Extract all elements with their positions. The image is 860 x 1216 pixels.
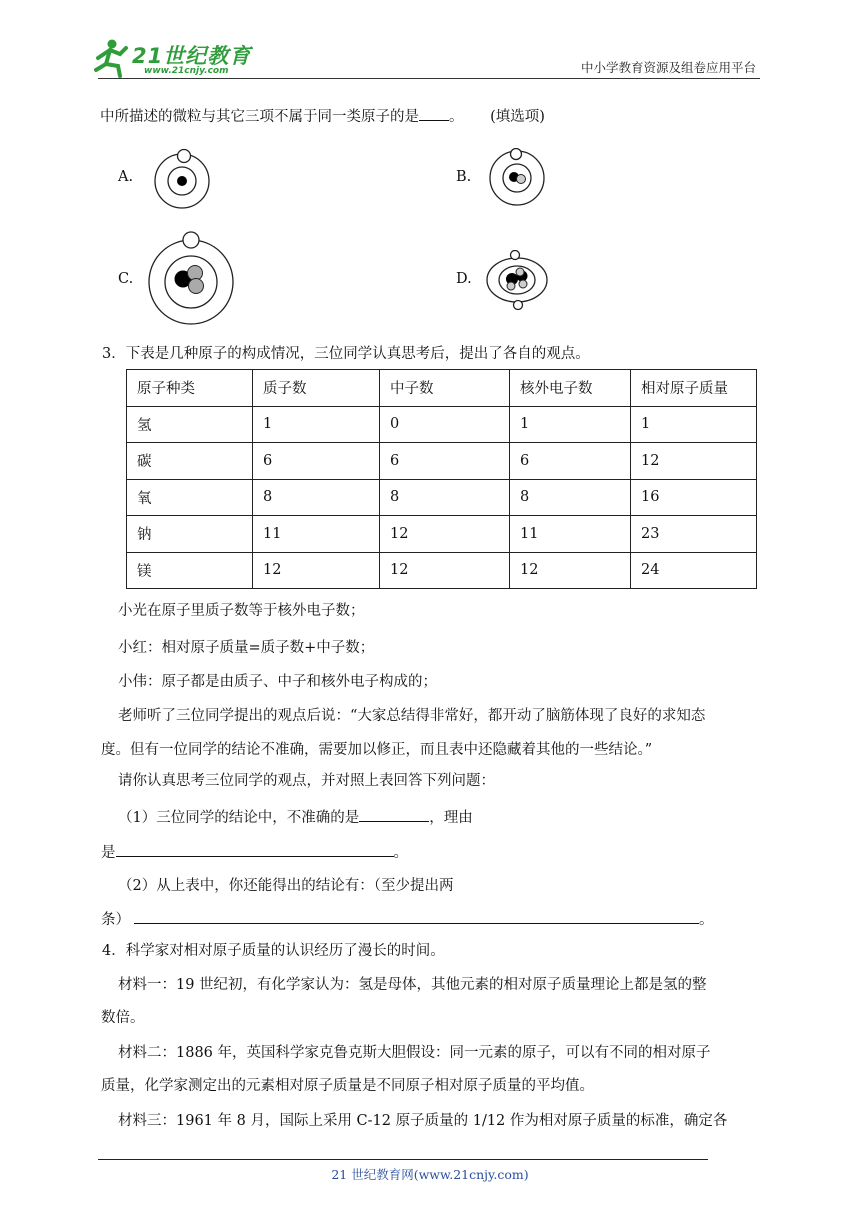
table-cell: 12 xyxy=(380,516,510,553)
platform-name: 中小学教育资源及组卷应用平台 xyxy=(580,60,756,75)
q2-fill-hint: (填选项) xyxy=(490,109,545,125)
q2-stem-text: 中所描述的微粒与其它三项不属于同一类原子的是 xyxy=(100,109,419,125)
table-row xyxy=(127,516,757,553)
table-row xyxy=(127,443,757,480)
option-b-label: B. xyxy=(456,169,472,185)
q3-stem xyxy=(102,344,590,364)
atom-diagram-a-icon xyxy=(154,148,214,210)
q4-stem xyxy=(102,941,445,961)
q2-stem xyxy=(100,105,545,127)
q2-period: 。 xyxy=(449,109,464,125)
option-d-label: D. xyxy=(456,271,472,287)
table-cell: 6 xyxy=(253,443,380,480)
view-xiaohong: 小红：相对原子质量=质子数+中子数； xyxy=(118,640,375,656)
table-cell: 氧 xyxy=(127,479,253,516)
table-header-cell: 核外电子数 xyxy=(510,370,631,407)
q3-number: 3． xyxy=(102,346,126,362)
atom-diagram-b-icon xyxy=(488,148,548,206)
site-logo xyxy=(92,36,267,80)
table-cell: 24 xyxy=(631,552,757,589)
table-header-row xyxy=(127,370,757,407)
table-cell: 8 xyxy=(380,479,510,516)
q3-sub1-answer-blank[interactable] xyxy=(359,806,429,822)
q2-answer-blank[interactable] xyxy=(419,105,449,121)
q3-sub2: （2）从上表中，你还能得出的结论有：（至少提出两 xyxy=(118,878,454,894)
table-header-cell: 中子数 xyxy=(380,370,510,407)
header-divider xyxy=(98,78,760,79)
table-header-cell: 原子种类 xyxy=(127,370,253,407)
q3-sub2-end: 。 xyxy=(699,912,714,928)
table-cell: 23 xyxy=(631,516,757,553)
q3-instruction: 请你认真思考三位同学的观点，并对照上表回答下列问题： xyxy=(118,773,495,789)
table-cell: 12 xyxy=(253,552,380,589)
table-cell: 钠 xyxy=(127,516,253,553)
view-xiaoguang: 小光在原子里质子数等于核外电子数； xyxy=(118,603,365,619)
q4-number: 4． xyxy=(102,943,126,959)
q3-sub1 xyxy=(118,806,473,828)
q3-sub1-end: 。 xyxy=(393,845,408,861)
q3-sub1-reason-line xyxy=(101,841,408,863)
table-cell: 1 xyxy=(631,406,757,443)
table-cell: 镁 xyxy=(127,552,253,589)
table-cell: 12 xyxy=(510,552,631,589)
atom-diagram-d-icon xyxy=(484,250,552,310)
q3-sub1-reason-blank[interactable] xyxy=(116,841,394,857)
footer-divider xyxy=(98,1159,708,1160)
q3-sub2-prefix: 条） xyxy=(101,912,130,928)
table-cell: 氢 xyxy=(127,406,253,443)
table-row xyxy=(127,479,757,516)
table-header-cell: 质子数 xyxy=(253,370,380,407)
table-cell: 8 xyxy=(510,479,631,516)
table-cell: 6 xyxy=(510,443,631,480)
table-cell: 0 xyxy=(380,406,510,443)
q4-stem-text: 科学家对相对原子质量的认识经历了漫长的时间。 xyxy=(125,943,445,959)
table-cell: 6 xyxy=(380,443,510,480)
material-1-line2: 数倍。 xyxy=(101,1010,145,1026)
q3-stem-text: 下表是几种原子的构成情况，三位同学认真思考后，提出了各自的观点。 xyxy=(125,346,590,362)
atom-composition-table xyxy=(126,369,757,589)
q3-sub2-answer-blank[interactable] xyxy=(134,908,699,924)
table-cell: 12 xyxy=(380,552,510,589)
q3-sub2-answer-line xyxy=(101,908,714,930)
table-cell: 8 xyxy=(253,479,380,516)
teacher-comment-line1: 老师听了三位同学提出的观点后说：“大家总结得非常好，都开动了脑筋体现了良好的求知态 xyxy=(118,708,706,724)
table-row xyxy=(127,552,757,589)
logo-url: www.21cnjy.com xyxy=(144,66,229,76)
table-row xyxy=(127,406,757,443)
q3-sub1-text: （1）三位同学的结论中，不准确的是 xyxy=(118,810,360,826)
logo-text: 21世纪教育 xyxy=(132,44,252,68)
table-cell: 16 xyxy=(631,479,757,516)
material-3-line1: 材料三：1961 年 8 月，国际上采用 C-12 原子质量的 1/12 作为相对原子质量的标准，确定各 xyxy=(118,1113,728,1129)
view-xiaowei: 小伟：原子都是由质子、中子和核外电子构成的； xyxy=(118,674,437,690)
material-1-line1: 材料一：19 世纪初，有化学家认为：氢是母体，其他元素的相对原子质量理论上都是氢的整 xyxy=(118,977,707,993)
atom-diagram-c-icon xyxy=(147,230,237,326)
table-cell: 碳 xyxy=(127,443,253,480)
option-c-label: C. xyxy=(118,271,134,287)
material-2-line1: 材料二：1886 年，英国科学家克鲁克斯大胆假设：同一元素的原子，可以有不同的相对原子 xyxy=(118,1045,711,1061)
table-cell: 11 xyxy=(510,516,631,553)
option-a-label: A. xyxy=(118,169,134,185)
q3-sub1-reason-prefix: 是 xyxy=(101,845,116,861)
footer-site-link[interactable]: 21 世纪教育网(www.21cnjy.com) xyxy=(331,1167,529,1182)
q3-sub1-reason-text: ，理由 xyxy=(429,810,473,826)
table-cell: 12 xyxy=(631,443,757,480)
table-cell: 11 xyxy=(253,516,380,553)
table-cell: 1 xyxy=(510,406,631,443)
table-cell: 1 xyxy=(253,406,380,443)
teacher-comment-line2: 度。但有一位同学的结论不准确，需要加以修正，而且表中还隐藏着其他的一些结论。” xyxy=(101,742,653,758)
table-header-cell: 相对原子质量 xyxy=(631,370,757,407)
material-2-line2: 质量，化学家测定出的元素相对原子质量是不同原子相对原子质量的平均值。 xyxy=(101,1078,594,1094)
